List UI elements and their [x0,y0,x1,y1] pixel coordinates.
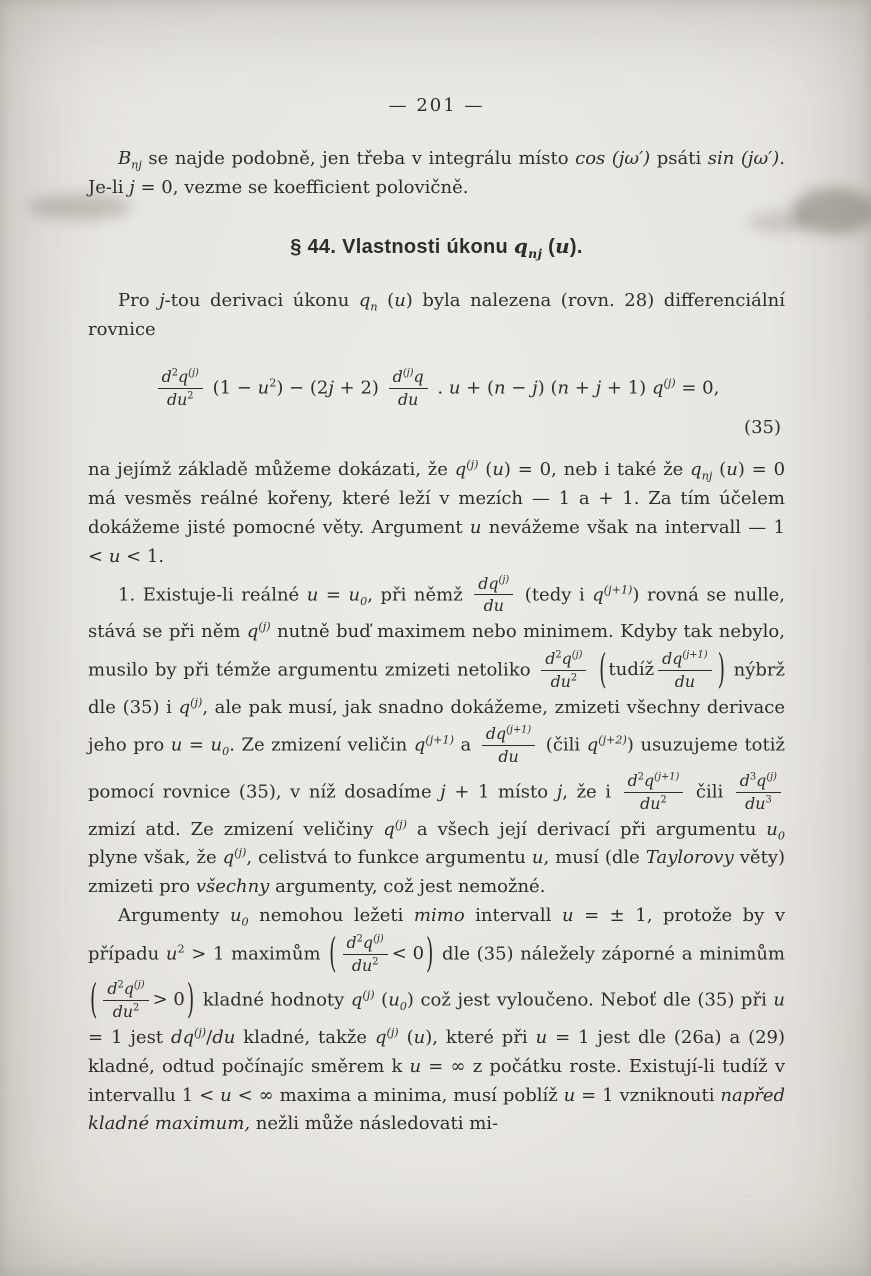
parenthesized-expression: ( $\frac{d^2q^{(j)}}{du^2}$ > 0 ) [90,975,195,1024]
math-italic: j [129,176,135,198]
inline-fraction [736,771,781,814]
superscript: (j+1) [425,733,454,747]
fraction-numerator [158,367,203,389]
fraction-numerator [624,771,684,793]
math-italic: j [440,781,446,803]
superscript: (j) [133,980,145,992]
math-italic: q [358,290,371,312]
open-paren: ( [90,975,98,1024]
math-italic: u [773,989,785,1011]
open-paren: ( [329,929,337,977]
superscript: (j) [402,367,414,379]
paragraph-pre-equation: Pro j-tou derivaci úkonu $q_n$ (u) byla nalezena (rovn. 28) differenciální rovnice [88,290,786,341]
superscript: (j) [188,367,199,379]
math-italic: du [166,389,188,409]
fraction-denominator [394,389,422,410]
superscript: (j) [466,458,479,472]
math-italic: u [766,818,778,840]
math-italic: sin (jω′) [707,147,780,169]
math-italic: u [413,1026,426,1048]
math-italic: d [346,932,357,952]
superscript: (j) [394,817,407,831]
math-italic: u [108,545,121,567]
math-italic: u [535,1026,548,1048]
paragraph-intro: $B_{nj}$ se najde podobně, jen třeba v integrálu místo cos (jω′) psáti sin (jω′). Je-li j = 0, vezme se koefficient polovičně. [88,147,785,198]
math-italic: q [643,770,655,790]
math-italic: q [222,847,235,869]
superscript: (j) [362,988,375,1002]
superscript: 3 [749,771,757,783]
math-italic: u [448,377,461,399]
fraction-numerator [541,649,586,671]
paragraph-post-equation: na jejímž základě můžeme dokázati, že $q^{(j)}$ (u) = 0, neb i také že $q_{nj}$ (u) = 0 má vesměs reálné kořeny, které leží v mezích — 1 a + 1. Za tím účelem dokážeme jisté pomocné věty. Argument u nevážeme však na intervall — 1 < u < 1. [88,458,786,567]
fraction-denominator [109,1001,144,1022]
math-italic: q [413,366,424,386]
superscript: (j) [373,933,384,945]
display-equation: $\frac{d^2q^{(j)}}{du^2}$ $(1 - u^2) - (2j + 2)$ $\frac{d^{(j)}q}{du}$ . u + (n − j) (n + j + 1) $q^{(j)} = 0$, [88,365,785,412]
math-italic: u [348,583,361,605]
math-italic: Taylorovy [645,847,734,869]
math-italic: d [545,648,556,668]
superscript: 2 [117,980,124,992]
superscript: 2 [171,367,179,379]
math-italic: j [595,377,602,399]
math-italic: q [756,770,767,790]
inline-fraction [658,649,711,692]
superscript: (j) [766,771,778,783]
math-italic: dq [478,573,499,593]
math-italic: u [561,904,574,926]
close-paren: ) [426,929,434,977]
math-italic: dq [662,648,683,668]
math-italic: u [409,1055,422,1077]
math-italic: u [229,904,242,926]
math-italic: q [513,234,529,259]
superscript: (j+1) [506,725,532,737]
math-italic: d [161,366,172,386]
math-italic: du [640,793,661,813]
subscript: 0 [360,594,368,608]
math-italic: j [532,377,538,399]
inline-fraction [389,367,428,410]
math-italic: du [212,1026,236,1048]
scan-smudge [748,212,812,232]
math-italic: q [178,366,189,386]
subscript: 0 [222,745,230,759]
superscript: 2 [133,1002,140,1014]
fraction-numerator [103,979,148,1001]
inline-fraction [103,979,148,1022]
math-italic: q [690,459,702,481]
math-italic: všechny [195,876,270,898]
math-italic: d [392,366,403,386]
close-paren: ) [717,645,725,693]
math-italic: du [398,389,419,409]
superscript: (j+2) [598,733,627,747]
math-italic: u [394,290,406,312]
fraction-denominator [480,595,508,616]
close-paren: ) [186,975,195,1024]
superscript: 3 [765,794,772,806]
math-italic: q [383,818,395,840]
paragraph-point-one: 1. Existuje-li reálné $u = u_0$, při němž $\frac{dq^{(j)}}{du}$ (tedy i $q^{(j+1)}$) rovná se nulle, stává se při něm $q^{(j)}$ nutně buď maximem nebo minimem. Kdyby tak nebylo, musilo by při témže argumentu zmizeti netoliko $\frac{d^2q^{(j)}}{du^2}$ ( tudíž $\frac{dq^{(j+1)}}{du}$ ) nýbrž dle (35) i $q^{(j)}$, ale pak musí, jak snadno dokážeme, zmizeti všechny derivace jeho pro $u = u_0$. Ze zmizení veličin $q^{(j+1)}$ a $\frac{dq^{(j+1)}}{du}$ (čili $q^{(j+2)}$) usuzujeme totiž pomocí rovnice (35), v níž dosadíme j + 1 místo j, že i $\frac{d^2q^{(j+1)}}{du^2}$ čili $\frac{d^3q^{(j)}}{du^3}$ zmizí atd. Ze zmizení veličiny $q^{(j)}$ a všech její derivací při argumentu $u_0$ plyne však, že $q^{(j)}$, celistvá to funkce argumentu u, musí (dle Taylorovy věty) zmizeti pro všechny argumenty, což jest nemožné. [88,573,786,898]
math-italic: n [493,377,506,399]
superscript: (j) [190,695,203,709]
superscript: (j) [258,620,271,634]
math-italic: u [531,847,544,869]
math-italic: cos (jω′) [575,147,651,169]
math-italic: j [328,377,334,399]
fraction-denominator [547,671,582,692]
superscript: (j+1) [682,649,708,661]
superscript: 2 [187,390,194,402]
math-italic: u [726,459,738,481]
superscript: (j) [498,574,510,586]
math-italic: u [257,377,270,399]
math-italic: du [745,793,766,813]
math-italic: du [483,596,504,616]
scan-smudge [28,194,132,220]
fraction-numerator [343,933,388,955]
subscript: n [370,300,378,314]
superscript: 2 [660,794,667,806]
inline-fraction [541,649,586,692]
fraction-denominator [348,955,383,976]
subscript: 0 [777,829,785,843]
math-italic: dq [485,724,507,744]
fraction-numerator [474,574,513,596]
math-italic: u [469,516,482,538]
inline-fraction [624,771,684,814]
equation-number: (35) [744,416,781,438]
fraction-denominator [636,793,671,814]
math-italic: q [651,377,664,399]
math-italic: napřed kladné maximum, [88,1084,786,1135]
math-italic: q [592,583,604,605]
math-italic: mimo [413,904,465,926]
math-italic: B [118,147,132,169]
math-italic: q [413,734,426,756]
math-italic: u [306,583,319,605]
fraction-denominator [741,793,776,814]
math-italic: q [178,696,191,718]
math-italic: u [210,734,223,756]
math-italic: du [351,955,373,975]
open-paren: ( [599,645,607,693]
superscript: (j) [234,846,247,860]
inline-fraction [343,933,388,976]
superscript: (j) [571,649,583,661]
paragraph-arguments: Argumenty $u_0$ nemohou ležeti mimo intervall u = ± 1, protože by v případu $u^2 > 1$ maximům ( $\frac{d^2q^{(j)}}{du^2}$ < 0 ) dle (35) náležely záporné a minimům ( $\frac{d^2q^{(j)}}{du^2}$ > 0 ) kladné hodnoty $q^{(j)}$ $(u_0)$ což jest vyloučeno. Neboť dle (35) při u = 1 jest $dq^{(j)}/du$ kladné, takže $q^{(j)}$ (u), které při u = 1 jest dle (26a) a (29) kladné, odtud počínajíc směrem k u = ∞ z počátku roste. Existují-li tudíž v intervallu 1 < u < ∞ maxima a minima, musí poblíž u = 1 vzniknouti napřed kladné maximum, nežli může následovati mi- [88,904,786,1135]
inline-fraction [482,724,535,767]
superscript: (j) [386,1025,399,1039]
superscript: 2 [356,933,363,945]
superscript: (j+1) [654,771,680,783]
math-italic: d [627,770,638,790]
parenthesized-expression: ( tudíž $\frac{dq^{(j+1)}}{du}$ ) [599,645,725,693]
superscript: 2 [570,672,578,684]
subscript: 0 [241,915,249,929]
math-italic: dq [170,1026,194,1048]
section-heading: § 44. Vlastnosti úkonu $q_{nj}$ (u). [290,234,583,262]
subscript: nj [528,246,543,262]
math-italic: q [362,932,374,952]
math-italic: q [123,979,134,999]
inline-fraction [474,574,513,617]
inline-fraction [158,367,203,410]
math-italic: du [674,671,696,691]
subscript: 0 [399,1000,407,1014]
fraction-denominator [671,671,699,692]
parenthesized-expression: ( $\frac{d^2q^{(j)}}{du^2}$ < 0 ) [329,929,434,977]
fraction-numerator [482,724,535,746]
math-italic: j [556,781,563,803]
math-italic: u [563,1084,576,1106]
math-italic: d [739,770,750,790]
math-italic: u [165,943,178,965]
superscript: (j+1) [603,582,633,596]
fraction-denominator [494,746,522,767]
math-italic: u [170,734,183,756]
superscript: 2 [177,942,185,956]
math-italic: q [454,459,467,481]
math-italic: du [550,671,571,691]
fraction-numerator [389,367,428,389]
fraction-numerator [658,649,711,671]
math-italic: u [220,1084,232,1106]
math-italic: j [159,290,165,312]
subscript: nj [131,158,142,172]
math-italic: u [388,989,400,1011]
math-italic: q [350,989,363,1011]
math-italic: u [555,234,570,259]
math-italic: du [112,1002,134,1022]
superscript: 2 [269,376,277,390]
math-italic: q [374,1026,387,1048]
superscript: 2 [637,771,644,783]
math-italic: q [246,621,259,643]
superscript: (j) [194,1025,207,1039]
math-italic: q [586,734,599,756]
math-italic: du [498,747,519,767]
page-number: — 201 — [388,95,485,116]
superscript: 2 [555,649,562,661]
superscript: (j) [663,376,676,390]
math-italic: q [561,648,572,668]
math-italic: d [107,979,118,999]
superscript: 2 [372,956,379,968]
math-italic: u [492,459,504,481]
subscript: nj [701,469,713,483]
fraction-denominator [163,389,198,410]
fraction-numerator [736,771,781,793]
math-italic: n [557,377,570,399]
